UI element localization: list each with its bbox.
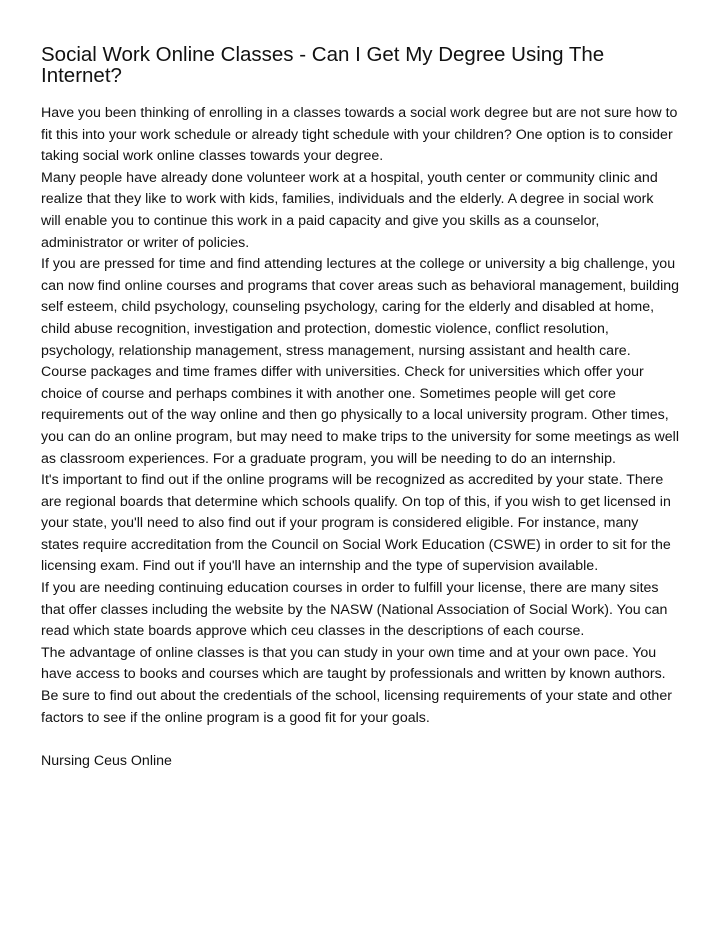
body-line: can now find online courses and programs that cover areas such as behavioral management, building [41, 277, 680, 294]
title-line: Internet? [41, 64, 122, 87]
body-line: Many people have already done volunteer work at a hospital, youth center or community clinic and [41, 169, 658, 186]
body-line: requirements out of the way online and then go physically to a local university program. Other times, [41, 407, 669, 424]
body-line: Be sure to find out about the credentials of the school, licensing requirements of your state and other [41, 688, 672, 705]
body-line: self esteem, child psychology, counseling psychology, caring for the elderly and disabled at home, [41, 299, 655, 316]
body-line: read which state boards approve which ceu classes in the descriptions of each course. [41, 623, 585, 640]
body-line: If you are needing continuing education courses in order to fulfill your license, there are many sites [41, 580, 659, 597]
body-line: factors to see if the online program is a good fit for your goals. [41, 709, 430, 726]
body-line: psychology, relationship management, stress management, nursing assistant and health care. [41, 342, 631, 359]
document-page [41, 44, 693, 772]
body-line: your state, you'll need to also find out if your program is considered eligible. For instance, many [41, 515, 639, 532]
article-body [41, 103, 693, 772]
body-line: have access to books and courses which are taught by professionals and written by known authors. [41, 666, 666, 683]
body-line: licensing exam. Find out if you'll have an internship and the type of supervision available. [41, 558, 599, 575]
body-line: Have you been thinking of enrolling in a classes towards a social work degree but are not sure how to [41, 105, 678, 121]
body-line: realize that they like to work with kids, families, individuals and the elderly. A degree in social work [41, 191, 654, 208]
page-title [41, 44, 693, 86]
title-line: Social Work Online Classes - Can I Get My Degree Using The [41, 43, 605, 66]
body-line: you can do an online program, but may need to make trips to the university for some meetings as well [41, 428, 679, 445]
body-line: It's important to find out if the online programs will be recognized as accredited by your state. There [41, 472, 664, 489]
body-line: that offer classes including the website by the NASW (National Association of Social Work). You can [41, 601, 668, 618]
body-line: as classroom experiences. For a graduate program, you will be needing to do an internship. [41, 450, 616, 467]
body-line: Course packages and time frames differ with universities. Check for universities which offer your [41, 364, 644, 381]
body-line: taking social work online classes towards your degree. [41, 148, 384, 165]
body-line: will enable you to continue this work in a paid capacity and give you skills as a counselor, [41, 212, 600, 229]
body-line: states require accreditation from the Council on Social Work Education (CSWE) in order to sit for the [41, 536, 671, 553]
body-line: fit this into your work schedule or already tight schedule with your children? One option is to consider [41, 126, 673, 143]
body-line: The advantage of online classes is that you can study in your own time and at your own pace. You [41, 644, 657, 661]
body-line: choice of course and perhaps combines it with another one. Sometimes people will get core [41, 385, 616, 402]
body-line: administrator or writer of policies. [41, 234, 250, 251]
body-line: If you are pressed for time and find attending lectures at the college or university a big challenge, you [41, 256, 676, 273]
footer-text: Nursing Ceus Online [41, 752, 172, 769]
body-line: are regional boards that determine which schools qualify. On top of this, if you wish to get licensed in [41, 493, 671, 510]
body-line: child abuse recognition, investigation and protection, domestic violence, conflict resolution, [41, 320, 609, 337]
spacer [41, 729, 693, 751]
